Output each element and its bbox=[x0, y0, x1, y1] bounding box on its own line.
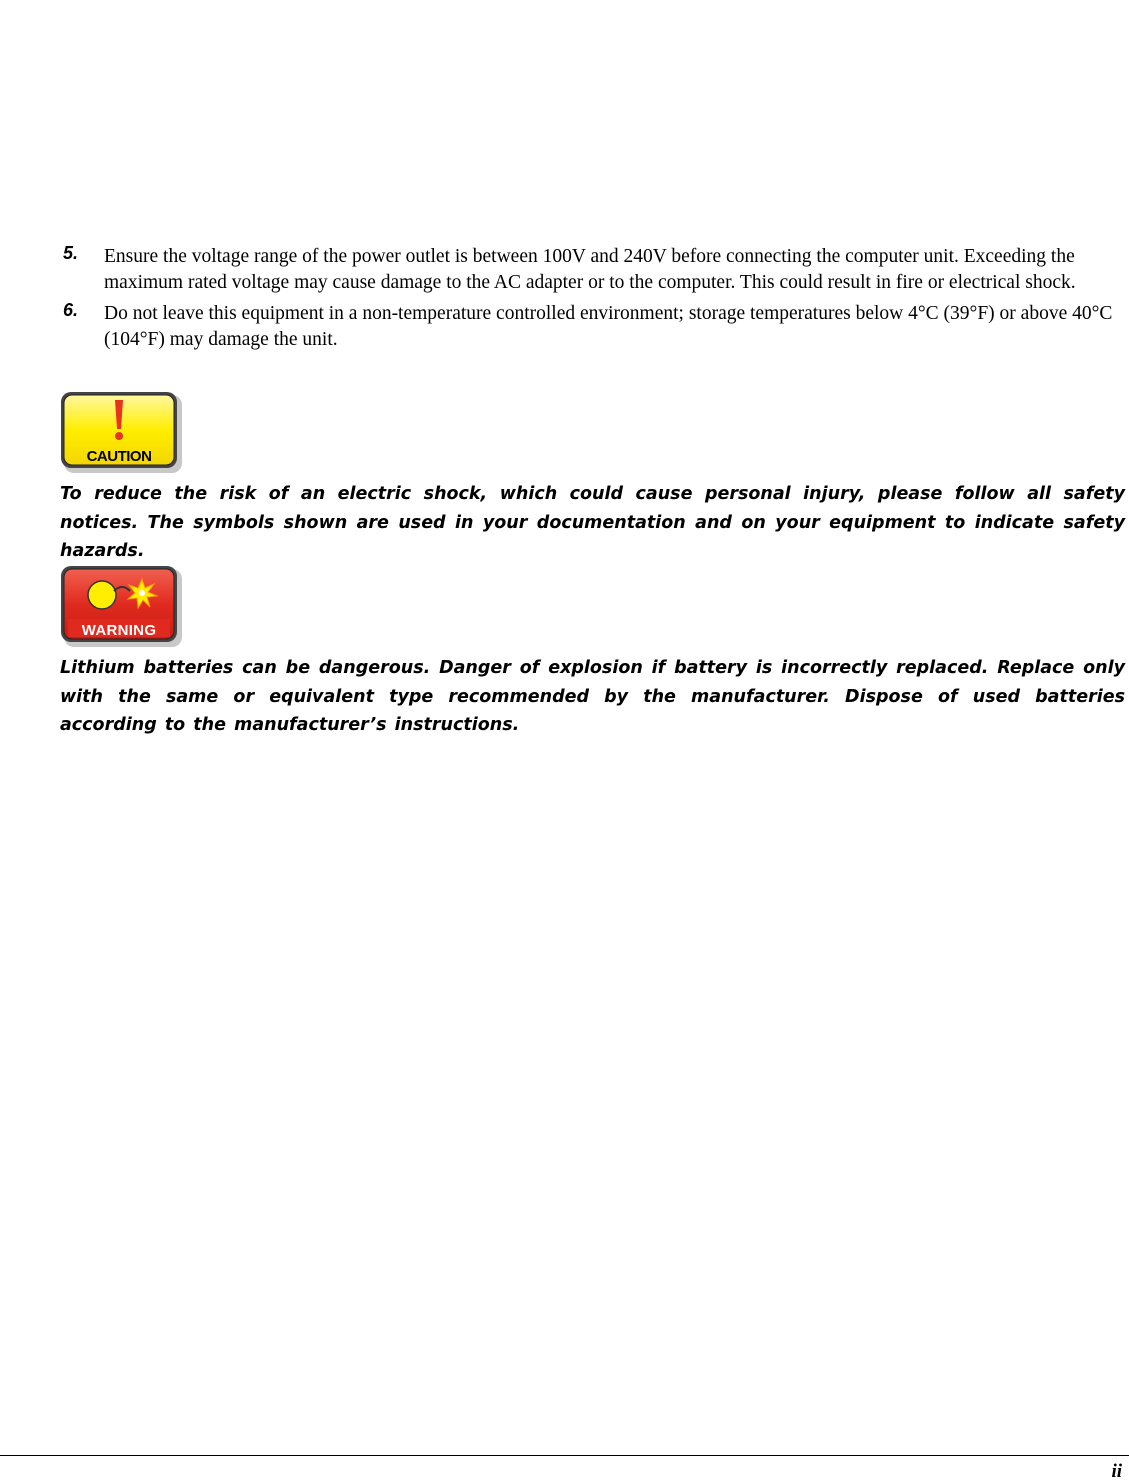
page-number: ii bbox=[1111, 1461, 1122, 1482]
list-item-text: Ensure the voltage range of the power outlet is between 100V and 240V before connecting the computer unit. Exceeding the maximum rated voltage may cause damage to the AC adapter or to the computer. This could result in fire or electrical shock. bbox=[104, 246, 1076, 293]
caution-badge bbox=[60, 391, 182, 473]
list-item-text: Do not leave this equipment in a non-temperature controlled environment; storage temperatures below 4°C (39°F) or above 40°C (104°F) may damage the unit. bbox=[104, 303, 1113, 350]
safety-instructions-list bbox=[60, 244, 1125, 358]
list-item bbox=[60, 244, 1125, 296]
warning-badge bbox=[60, 565, 182, 647]
list-item-number: 5. bbox=[63, 243, 79, 263]
caution-notice: To reduce the risk of an electric shock, which could cause personal injury, please follow all safety notices. The symbols shown are used in your documentation and on your equipment to indicate safety hazards. bbox=[60, 484, 1125, 561]
warning-notice: Lithium batteries can be dangerous. Danger of explosion if battery is incorrectly replaced. Replace only with the same or equivalent type recommended by the manufacturer. Dispose of used batteries according to the manufacturer’s instructions. bbox=[60, 658, 1125, 735]
list-item bbox=[60, 301, 1125, 353]
list-item-number: 6. bbox=[63, 300, 79, 320]
footer-divider bbox=[0, 1455, 1129, 1456]
warning-badge-label: WARNING bbox=[81, 622, 157, 639]
caution-badge-label: CAUTION bbox=[86, 448, 152, 465]
